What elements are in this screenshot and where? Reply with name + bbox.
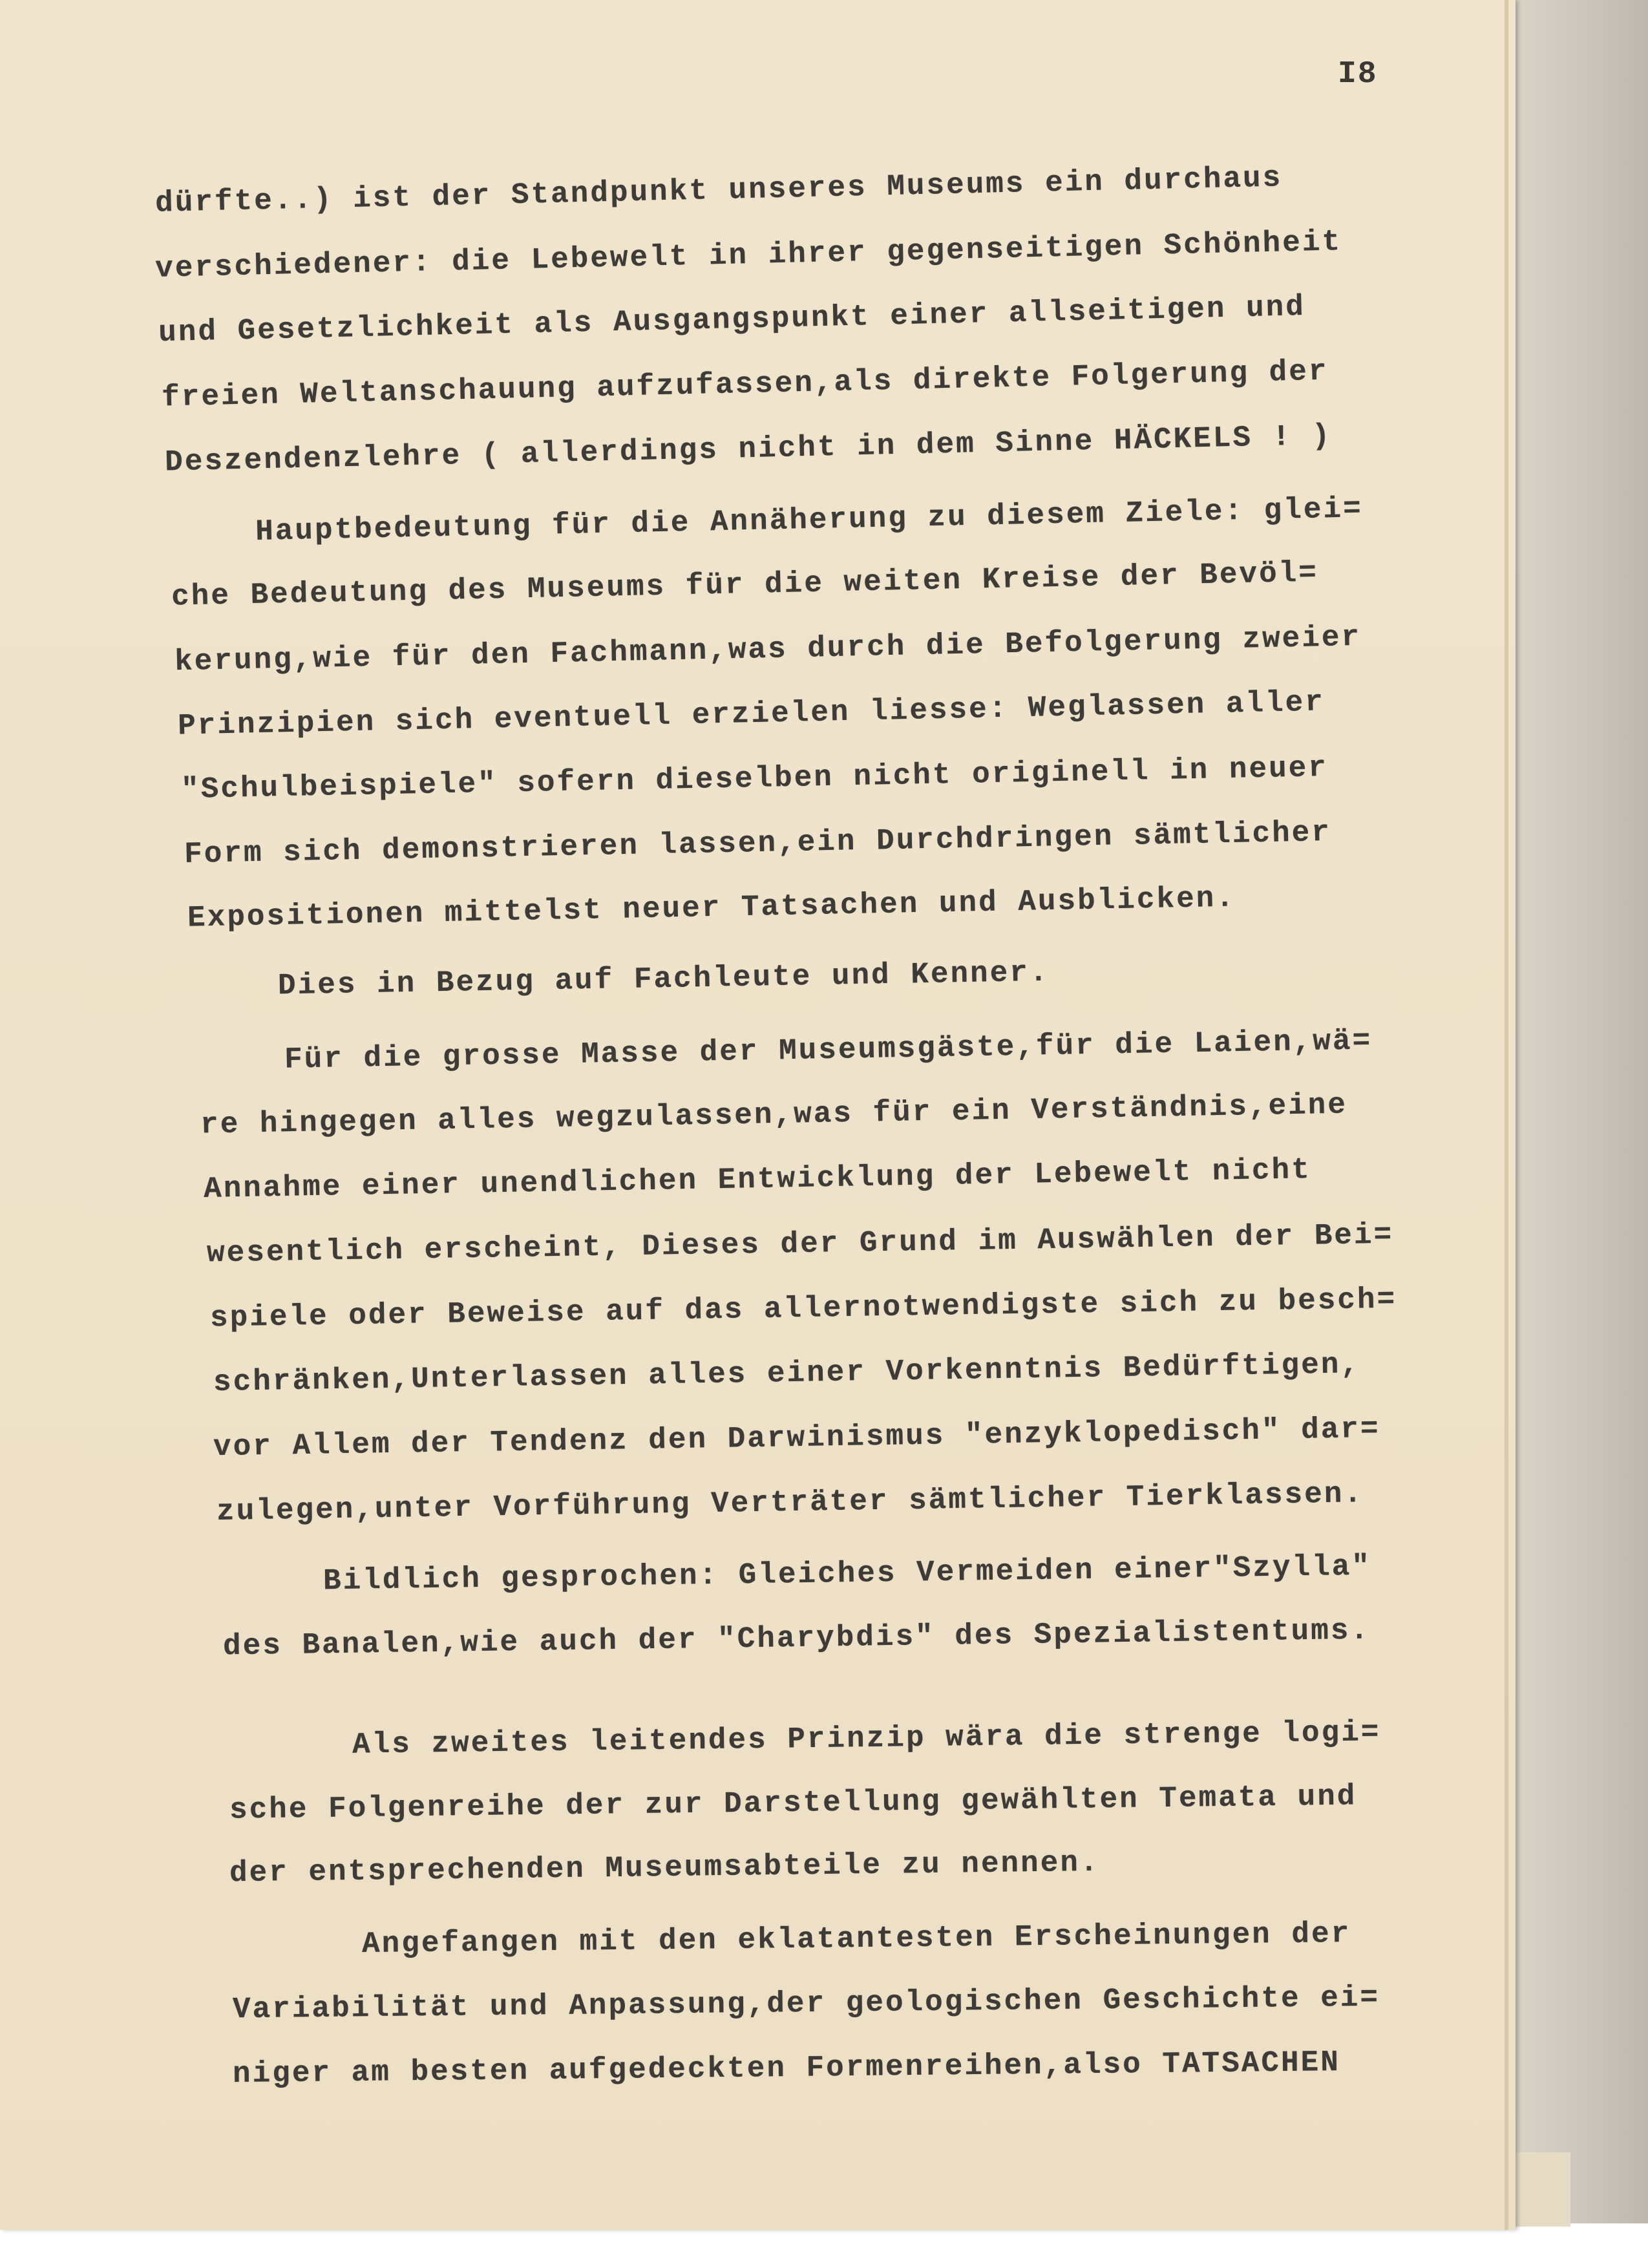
text-line: Angefangen mit den eklatantesten Erscheinungen der bbox=[361, 1916, 1351, 1962]
text-line: zulegen,unter Vorführung Verträter sämtlicher Tierklassen. bbox=[216, 1477, 1364, 1529]
text-line: Als zweites leitendes Prinzip wära die strenge logi= bbox=[352, 1715, 1381, 1762]
text-line: des Banalen,wie auch der "Charybdis" des Spezialistentums. bbox=[222, 1613, 1371, 1664]
text-line: Deszendenzlehre ( allerdings nicht in dem Sinne HÄCKELS ! ) bbox=[164, 419, 1333, 480]
text-line: Variabilität und Anpassung,der geologischen Geschichte ei= bbox=[232, 1980, 1380, 2027]
text-line: spiele oder Beweise auf das allernotwendigste sich zu besch= bbox=[209, 1282, 1397, 1335]
page-number: I8 bbox=[1338, 57, 1378, 92]
text-line: verschiedener: die Lebewelt in ihrer gegenseitigen Schönheit bbox=[154, 225, 1342, 286]
text-line: und Gesetzlichkeit als Ausgangspunkt einer allseitigen und bbox=[158, 290, 1306, 350]
text-line: Hauptbedeutung für die Annäherung zu diesem Ziele: glei= bbox=[255, 492, 1364, 549]
text-line: dürfte..) ist der Standpunkt unseres Museums ein durchaus bbox=[154, 161, 1283, 220]
text-line: der entsprechenden Museumsabteile zu nennen. bbox=[229, 1845, 1100, 1891]
text-line: che Bedeutung des Museums für die weiten Kreise der Bevöl= bbox=[171, 556, 1319, 614]
page-edge bbox=[1505, 0, 1508, 2230]
text-line: Expositionen mittelst neuer Tatsachen und Ausblicken. bbox=[187, 881, 1236, 935]
text-line: Prinzipien sich eventuell erzielen liesse: Weglassen aller bbox=[177, 685, 1326, 743]
text-line: vor Allem der Tendenz den Darwinismus "enzyklopedisch" dar= bbox=[213, 1412, 1380, 1465]
text-line: Für die grosse Masse der Museumsgäste,für die Laien,wä= bbox=[284, 1024, 1373, 1077]
text-line: re hingegen alles wegzulassen,was für ein Verständnis,eine bbox=[200, 1088, 1348, 1142]
text-line: Bildlich gesprochen: Gleiches Vermeiden einer"Szylla" bbox=[322, 1549, 1372, 1598]
text-line: niger am besten aufgedeckten Formenreihen,also TATSACHEN bbox=[232, 2046, 1341, 2091]
text-line: "Schulbeispiele" sofern dieselben nicht originell in neuer bbox=[180, 750, 1329, 807]
scan-background-right bbox=[1512, 0, 1648, 2268]
text-line: Dies in Bezug auf Fachleute und Kenner. bbox=[277, 955, 1050, 1003]
text-line: wesentlich erscheint, Dieses der Grund im Auswählen der Bei= bbox=[206, 1218, 1394, 1271]
text-line: sche Folgenreihe der zur Darstellung gewählten Temata und bbox=[229, 1779, 1357, 1827]
text-line: Form sich demonstrieren lassen,ein Durchdringen sämtlicher bbox=[184, 815, 1332, 872]
text-line: schränken,Unterlassen alles einer Vorkenntnis Bedürftigen, bbox=[213, 1348, 1361, 1399]
text-line: Annahme einer unendlichen Entwicklung der Lebewelt nicht bbox=[203, 1153, 1312, 1206]
scan-background-bottom bbox=[0, 2223, 1648, 2268]
text-line: freien Weltanschauung aufzufassen,als direkte Folgerung der bbox=[161, 354, 1329, 415]
text-line: kerung,wie für den Fachmann,was durch die Befolgerung zweier bbox=[174, 620, 1362, 679]
